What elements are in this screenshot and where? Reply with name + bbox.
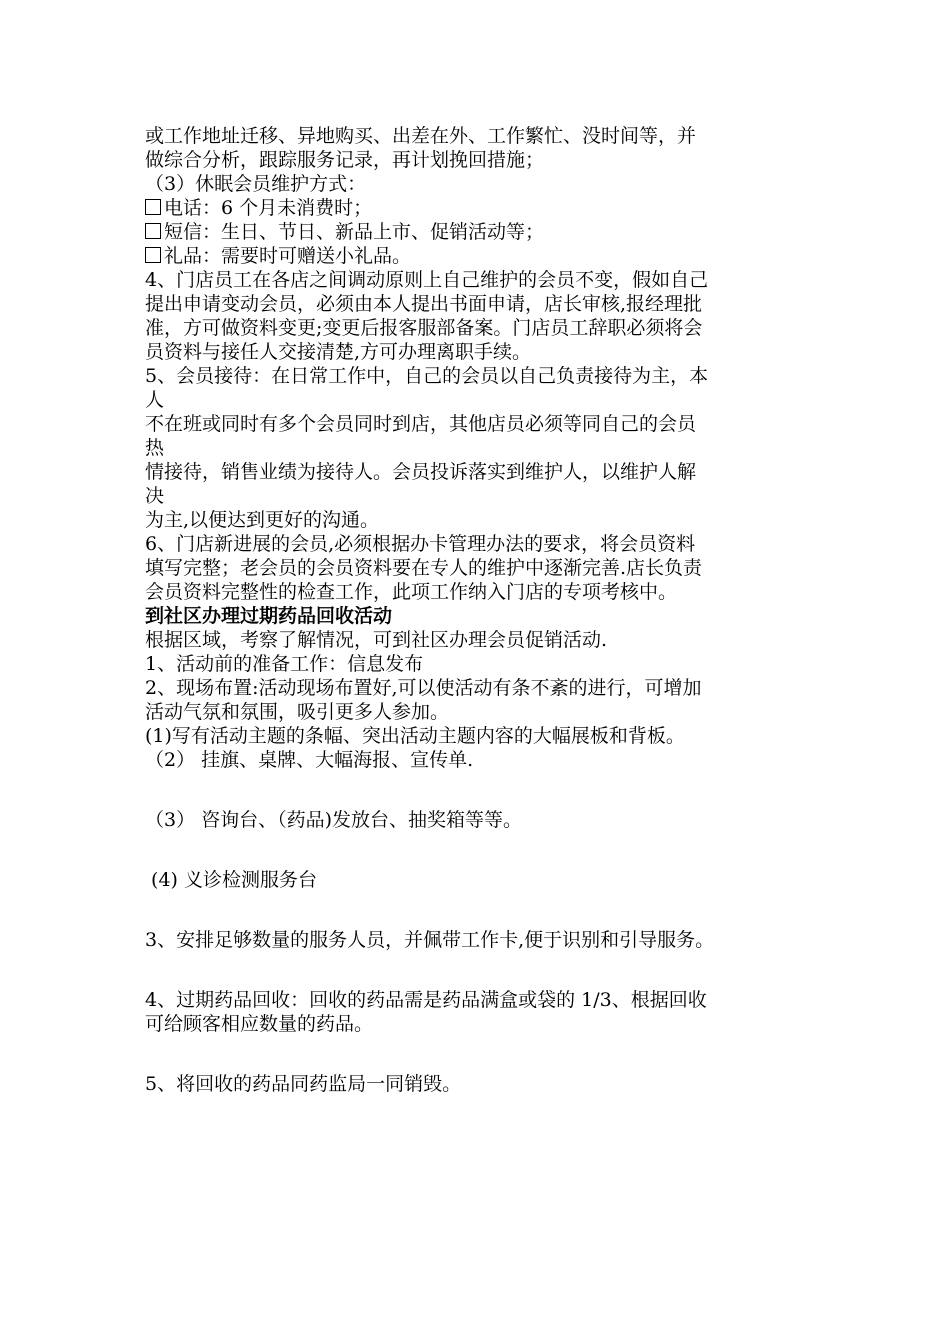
- text-line: 可给顾客相应数量的药品。: [145, 1013, 374, 1035]
- section-heading: 到社区办理过期药品回收活动: [145, 605, 393, 627]
- text-line: 填写完整；老会员的会员资料要在专人的维护中逐渐完善.店长负责: [145, 557, 703, 579]
- text-line: 4、过期药品回收：回收的药品需是药品满盒或袋的 1/3、根据回收: [145, 989, 707, 1011]
- document-page: [145, 124, 815, 1096]
- checkbox-item-phone: [145, 196, 815, 220]
- text-line: 2、现场布置:活动现场布置好,可以使活动有条不紊的进行，可增加: [145, 677, 702, 699]
- text-line: 短信：生日、节日、新品上市、促销活动等；: [164, 221, 545, 243]
- text-line: 做综合分析，跟踪服务记录，再计划挽回措施；: [145, 149, 545, 171]
- text-line: (1)写有活动主题的条幅、突出活动主题内容的大幅展板和背板。: [145, 725, 685, 747]
- checkbox-item-sms: [145, 220, 815, 244]
- checkbox-icon: [145, 223, 161, 239]
- text-line: 不在班或同时有多个会员同时到店，其他店员必须等同自己的会员: [145, 413, 697, 435]
- text-line: 准，方可做资料变更;变更后报客服部备案。门店员工辞职必须将会: [145, 317, 703, 339]
- text-line: 提出申请变动会员，必须由本人提出书面申请，店长审核,报经理批: [145, 293, 703, 315]
- text-line: 礼品：需要时可赠送小礼品。: [164, 245, 412, 267]
- text-line: 热: [145, 437, 165, 459]
- text-line: 5、将回收的药品同药监局一同销毁。: [145, 1073, 462, 1095]
- text-line: 1、活动前的准备工作：信息发布: [145, 653, 424, 675]
- text-line: 3、安排足够数量的服务人员，并佩带工作卡,便于识别和引导服务。: [145, 929, 715, 951]
- text-line: 情接待，销售业绩为接待人。会员投诉落实到维护人，以维护人解: [145, 461, 697, 483]
- checkbox-item-gift: [145, 244, 815, 268]
- text-line: 员资料与接任人交接清楚,方可办理离职手续。: [145, 341, 532, 363]
- text-line: 会员资料完整性的检查工作，此项工作纳入门店的专项考核中。: [145, 581, 678, 603]
- text-line: 人: [145, 389, 165, 411]
- text-line: 决: [145, 485, 165, 507]
- text-line: 6、门店新进展的会员,必须根据办卡管理办法的要求，将会员资料: [145, 533, 696, 555]
- checkbox-icon: [145, 247, 161, 263]
- text-line: 5、会员接待：在日常工作中，自己的会员以自己负责接待为主，本: [145, 365, 709, 387]
- text-line: （3） 咨询台、（药品)发放台、抽奖箱等等。: [145, 809, 523, 831]
- text-line: 4、门店员工在各店之间调动原则上自己维护的会员不变，假如自己: [145, 269, 709, 291]
- text-line: （3）休眠会员维护方式：: [145, 173, 367, 195]
- text-line: 电话：6 个月未消费时；: [164, 197, 373, 219]
- text-line: 活动气氛和氛围，吸引更多人参加。: [145, 701, 450, 723]
- text-line: 或工作地址迁移、异地购买、出差在外、工作繁忙、没时间等，并: [145, 125, 697, 147]
- text-line: (4) 义诊检测服务台: [145, 869, 317, 891]
- text-line: （2） 挂旗、桌牌、大幅海报、宣传单.: [145, 749, 474, 771]
- text-line: 根据区域，考察了解情况，可到社区办理会员促销活动.: [145, 629, 608, 651]
- text-line: 为主,以便达到更好的沟通。: [145, 509, 380, 531]
- checkbox-icon: [145, 199, 161, 215]
